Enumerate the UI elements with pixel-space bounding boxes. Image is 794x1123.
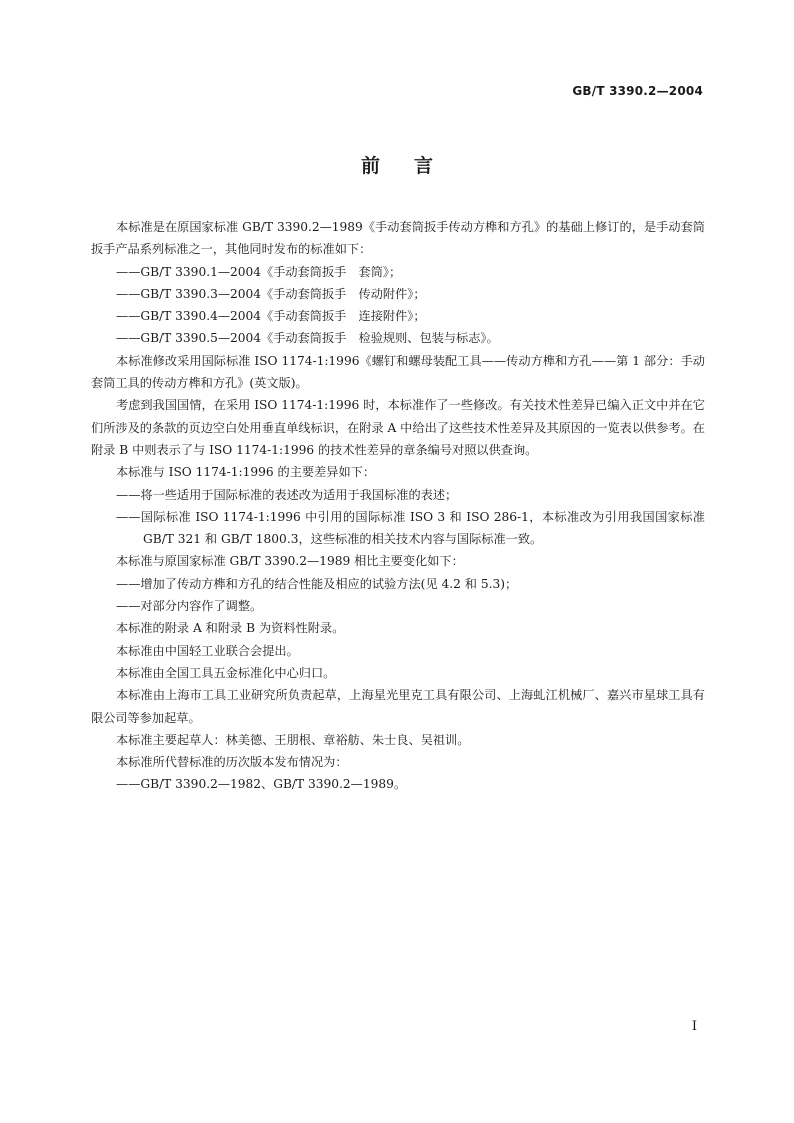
- paragraph-changes: 本标准与原国家标准 GB/T 3390.2—1989 相比主要变化如下：: [116, 554, 464, 569]
- list-item-related-standard: ——GB/T 3390.4—2004《手动套筒扳手 连接附件》；: [116, 309, 426, 324]
- list-item-related-standard: ——GB/T 3390.1—2004《手动套筒扳手 套筒》；: [116, 264, 402, 279]
- standard-number: GB/T 3390.2—2004: [572, 84, 703, 98]
- list-item-change: ——增加了传动方榫和方孔的结合性能及相应的试验方法(见 4.2 和 5.3)；: [116, 576, 518, 591]
- list-item-difference: ——国际标准 ISO 1174-1:1996 中引用的国际标准 ISO 3 和 ISO 286-1，本标准改为引用我国国家标准 GB/T 321 和 GB/T 1800.3，这些标准的相关技术内容与国际标准一致。: [116, 509, 705, 547]
- list-item-change: ——对部分内容作了调整。: [116, 599, 263, 614]
- paragraph-history: 本标准所代替标准的历次版本发布情况为：: [116, 755, 348, 770]
- paragraph-modifications: 考虑到我国国情，在采用 ISO 1174-1:1996 时，本标准作了一些修改。有关技术性差异已编入正文中并在它们所涉及的条款的页边空白处用垂直单线标识，在附录 A 中给出了这些技术性差异及其原因的一览表以供参考。在附录 B 中则表示了与 ISO 1174-1:1996 的技术性差异的章条编号对照以供查询。: [91, 398, 705, 457]
- list-item-related-standard: ——GB/T 3390.3—2004《手动套筒扳手 传动附件》；: [116, 286, 426, 301]
- page-title: 前言: [360, 155, 467, 177]
- paragraph-centralizer: 本标准由全国工具五金标准化中心归口。: [116, 665, 336, 680]
- paragraph-annexes: 本标准的附录 A 和附录 B 为资料性附录。: [116, 621, 345, 636]
- paragraph-iso-differences: 本标准与 ISO 1174-1:1996 的主要差异如下：: [116, 465, 376, 480]
- list-item-difference: ——将一些适用于国际标准的表述改为适用于我国标准的表述；: [116, 487, 458, 502]
- paragraph-iso-adoption: 本标准修改采用国际标准 ISO 1174-1:1996《螺钉和螺母装配工具——传动方榫和方孔——第 1 部分：手动套筒工具的传动方榫和方孔》(英文版)。: [91, 353, 705, 391]
- list-item-history: ——GB/T 3390.2—1982、GB/T 3390.2—1989。: [116, 777, 407, 792]
- paragraph-drafters-org: 本标准由上海市工具工业研究所负责起草，上海星光里克工具有限公司、上海虬江机械厂、嘉兴市星球工具有限公司等参加起草。: [91, 688, 705, 725]
- paragraph-intro: 本标准是在原国家标准 GB/T 3390.2—1989《手动套筒扳手传动方榫和方孔》的基础上修订的，是手动套筒扳手产品系列标准之一，其他同时发布的标准如下：: [91, 220, 705, 257]
- list-item-related-standard: ——GB/T 3390.5—2004《手动套筒扳手 检验规则、包装与标志》。: [116, 331, 499, 346]
- document-body: [91, 216, 705, 796]
- paragraph-proposer: 本标准由中国轻工业联合会提出。: [116, 643, 299, 658]
- page-number: I: [691, 1019, 697, 1034]
- paragraph-drafters: 本标准主要起草人：林美德、王朋根、章裕舫、朱士良、吴祖训。: [116, 732, 470, 747]
